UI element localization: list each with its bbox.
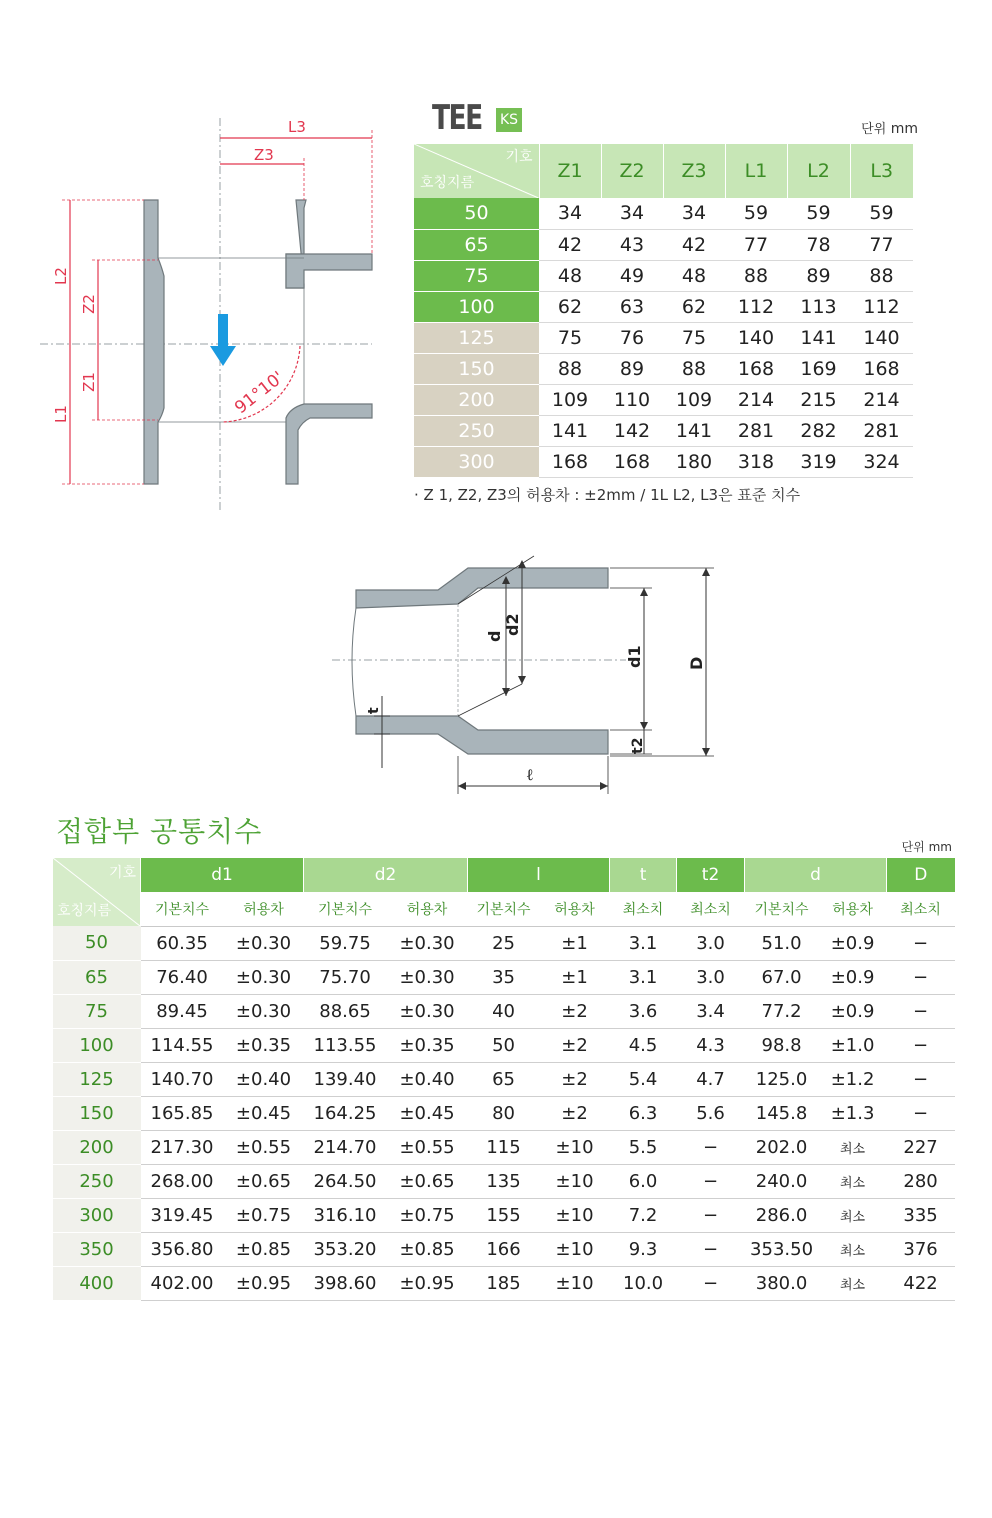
joint-value-cell: ±0.40 [387,1062,468,1096]
joint-group-l: l [468,858,610,892]
tee-value-cell: 215 [787,384,850,415]
tee-size-cell: 150 [414,353,539,384]
joint-value-cell: ±0.75 [387,1198,468,1232]
tee-value-cell: 168 [725,353,787,384]
joint-value-cell: 125.0 [745,1062,819,1096]
joint-value-cell: 최소 [819,1232,887,1266]
joint-value-cell: 최소 [819,1164,887,1198]
tee-value-cell: 141 [539,415,601,446]
joint-value-cell: 140.70 [141,1062,224,1096]
joint-size-cell: 250 [53,1164,141,1198]
tee-size-cell: 75 [414,260,539,291]
joint-value-cell: ±2 [540,994,610,1028]
joint-subheader: 기본치수 [304,892,387,926]
joint-value-cell: 268.00 [141,1164,224,1198]
joint-subheader: 기본치수 [745,892,819,926]
joint-value-cell: 353.20 [304,1232,387,1266]
tee-table-row [414,384,913,415]
tee-value-cell: 109 [539,384,601,415]
joint-value-cell: 6.3 [610,1096,677,1130]
tee-value-cell: 113 [787,291,850,322]
joint-size-cell: 350 [53,1232,141,1266]
joint-value-cell: 113.55 [304,1028,387,1062]
joint-unit [902,838,952,855]
joint-group-header-row [53,858,955,892]
tee-value-cell: 281 [725,415,787,446]
tee-size-cell: 200 [414,384,539,415]
tee-size-cell: 125 [414,322,539,353]
joint-value-cell: 166 [468,1232,540,1266]
joint-value-cell: ±1 [540,926,610,960]
joint-value-cell: − [887,960,955,994]
joint-table-row [53,960,955,994]
tee-col-header: L2 [787,144,850,198]
joint-value-cell: ±0.35 [387,1028,468,1062]
joint-value-cell: ±0.9 [819,960,887,994]
tee-value-cell: 42 [663,229,725,260]
joint-value-cell: ±1.0 [819,1028,887,1062]
joint-table-row [53,1062,955,1096]
joint-value-cell: 67.0 [745,960,819,994]
joint-size-cell: 400 [53,1266,141,1300]
joint-value-cell: 114.55 [141,1028,224,1062]
tee-value-cell: 88 [539,353,601,384]
flow-arrow-shaft [218,314,228,348]
tee-value-cell: 112 [725,291,787,322]
tee-table-row [414,229,913,260]
joint-value-cell: 59.75 [304,926,387,960]
socket-bottom-wall [356,716,608,754]
tee-value-cell: 62 [663,291,725,322]
joint-value-cell: 316.10 [304,1198,387,1232]
joint-value-cell: ±0.9 [819,926,887,960]
tee-value-cell: 77 [725,229,787,260]
tee-value-cell: 59 [725,198,787,229]
joint-value-cell: ±0.30 [387,994,468,1028]
joint-value-cell: 165.85 [141,1096,224,1130]
joint-value-cell: 280 [887,1164,955,1198]
joint-value-cell: 139.40 [304,1062,387,1096]
joint-size-cell: 75 [53,994,141,1028]
tee-value-cell: 49 [601,260,663,291]
joint-value-cell: ±0.65 [387,1164,468,1198]
tee-value-cell: 214 [850,384,913,415]
joint-value-cell: ±0.30 [224,926,304,960]
tee-col-header: L3 [850,144,913,198]
joint-value-cell: 9.3 [610,1232,677,1266]
tee-value-cell: 63 [601,291,663,322]
joint-value-cell: 217.30 [141,1130,224,1164]
joint-value-cell: 286.0 [745,1198,819,1232]
tee-value-cell: 168 [850,353,913,384]
tee-value-cell: 214 [725,384,787,415]
joint-value-cell: 최소 [819,1130,887,1164]
joint-value-cell: − [887,1062,955,1096]
dim-label-z2: Z2 [80,294,98,314]
joint-value-cell: ±0.95 [387,1266,468,1300]
tee-value-cell: 75 [539,322,601,353]
tee-size-cell: 65 [414,229,539,260]
joint-value-cell: − [677,1198,745,1232]
joint-value-cell: 7.2 [610,1198,677,1232]
tee-col-header: Z1 [539,144,601,198]
joint-subheader: 허용차 [540,892,610,926]
tee-value-cell: 76 [601,322,663,353]
joint-value-cell: ±0.85 [387,1232,468,1266]
joint-value-cell: 227 [887,1130,955,1164]
tee-corner-top: 기호 [505,149,533,165]
joint-table-row [53,1198,955,1232]
tee-table-row [414,291,913,322]
joint-corner-top: 기호 [108,865,136,881]
socket-label-t2: t2 [630,737,646,754]
socket-label-d2: d2 [503,613,522,636]
joint-value-cell: ±0.30 [387,960,468,994]
joint-subheader: 기본치수 [468,892,540,926]
joint-value-cell: 356.80 [141,1232,224,1266]
joint-value-cell: 5.4 [610,1062,677,1096]
joint-table-row [53,1164,955,1198]
joint-value-cell: ±0.65 [224,1164,304,1198]
joint-value-cell: 3.4 [677,994,745,1028]
tee-table-row [414,260,913,291]
joint-value-cell: 376 [887,1232,955,1266]
tee-value-cell: 89 [787,260,850,291]
tee-value-cell: 34 [601,198,663,229]
joint-group-t: t [610,858,677,892]
joint-value-cell: ±0.75 [224,1198,304,1232]
joint-table-row [53,926,955,960]
joint-value-cell: 185 [468,1266,540,1300]
tee-tolerance-note: · Z 1, Z2, Z3의 허용차 : ±2mm / 1L L2, L3은 표준 치수 [414,486,801,504]
tee-value-cell: 77 [850,229,913,260]
joint-value-cell: ±0.45 [224,1096,304,1130]
socket-label-D: D [687,656,706,670]
joint-corner-bottom: 호칭지름 [57,903,112,919]
joint-table-row [53,1266,955,1300]
tee-cross-section-drawing [40,118,400,518]
tee-left-wall [144,200,164,484]
joint-value-cell: 75.70 [304,960,387,994]
joint-size-cell: 200 [53,1130,141,1164]
dim-label-l3: L3 [288,118,306,136]
joint-value-cell: ±10 [540,1266,610,1300]
joint-value-cell: − [677,1266,745,1300]
tee-branch-top-wall [286,254,372,288]
joint-value-cell: ±0.55 [224,1130,304,1164]
tee-value-cell: 62 [539,291,601,322]
joint-value-cell: 155 [468,1198,540,1232]
joint-value-cell: 3.1 [610,960,677,994]
joint-value-cell: 5.5 [610,1130,677,1164]
tee-value-cell: 88 [663,353,725,384]
joint-unit-label: 단위 [901,840,925,854]
joint-value-cell: 98.8 [745,1028,819,1062]
tee-value-cell: 110 [601,384,663,415]
tee-corner-header [414,144,539,198]
joint-value-cell: 319.45 [141,1198,224,1232]
joint-value-cell: 35 [468,960,540,994]
tee-value-cell: 78 [787,229,850,260]
joint-value-cell: 3.1 [610,926,677,960]
tee-value-cell: 168 [539,446,601,477]
joint-value-cell: − [887,994,955,1028]
tee-value-cell: 141 [663,415,725,446]
tee-col-header: L1 [725,144,787,198]
tee-value-cell: 140 [725,322,787,353]
joint-value-cell: 3.0 [677,926,745,960]
joint-subheader: 최소치 [610,892,677,926]
joint-value-cell: 60.35 [141,926,224,960]
joint-value-cell: ±0.55 [387,1130,468,1164]
tee-size-cell: 50 [414,198,539,229]
joint-value-cell: 353.50 [745,1232,819,1266]
joint-value-cell: 145.8 [745,1096,819,1130]
joint-value-cell: ±0.30 [224,960,304,994]
tee-value-cell: 59 [787,198,850,229]
joint-value-cell: − [887,926,955,960]
tee-value-cell: 75 [663,322,725,353]
tee-table-row [414,446,913,477]
tee-size-cell: 300 [414,446,539,477]
tee-value-cell: 319 [787,446,850,477]
tee-value-cell: 168 [601,446,663,477]
joint-value-cell: 135 [468,1164,540,1198]
dim-label-l1: L1 [52,405,70,423]
joint-value-cell: 25 [468,926,540,960]
joint-value-cell: − [677,1164,745,1198]
joint-value-cell: ±0.45 [387,1096,468,1130]
socket-joint-drawing [326,548,726,798]
joint-value-cell: ±2 [540,1096,610,1130]
tee-table-row [414,322,913,353]
tee-table-row [414,415,913,446]
flow-arrow-icon [210,346,236,366]
joint-group-D: D [887,858,955,892]
tee-value-cell: 59 [850,198,913,229]
joint-unit-value: mm [928,840,952,854]
joint-value-cell: ±1.2 [819,1062,887,1096]
joint-value-cell: 88.65 [304,994,387,1028]
joint-value-cell: 51.0 [745,926,819,960]
joint-value-cell: 최소 [819,1266,887,1300]
joint-value-cell: ±0.9 [819,994,887,1028]
joint-dimension-table [52,858,955,1301]
joint-value-cell: 398.60 [304,1266,387,1300]
joint-value-cell: 214.70 [304,1130,387,1164]
joint-value-cell: 202.0 [745,1130,819,1164]
socket-top-wall [356,568,608,608]
joint-value-cell: 380.0 [745,1266,819,1300]
tee-title: TEE [432,98,482,138]
joint-value-cell: ±0.40 [224,1062,304,1096]
joint-subheader: 최소치 [887,892,955,926]
joint-value-cell: ±2 [540,1028,610,1062]
socket-label-d1: d1 [625,645,644,668]
joint-group-d: d [745,858,887,892]
tee-size-cell: 250 [414,415,539,446]
joint-value-cell: 최소 [819,1198,887,1232]
angle-label: 91°10' [231,367,288,419]
joint-value-cell: ±0.30 [224,994,304,1028]
tee-value-cell: 42 [539,229,601,260]
tee-value-cell: 43 [601,229,663,260]
tee-value-cell: 34 [663,198,725,229]
joint-table-row [53,1232,955,1266]
tee-col-header: Z2 [601,144,663,198]
joint-table-row [53,1028,955,1062]
tee-value-cell: 48 [663,260,725,291]
joint-value-cell: ±0.85 [224,1232,304,1266]
tee-value-cell: 318 [725,446,787,477]
joint-size-cell: 300 [53,1198,141,1232]
tee-value-cell: 88 [850,260,913,291]
tee-header-row [414,144,913,198]
joint-value-cell: ±10 [540,1130,610,1164]
joint-size-cell: 125 [53,1062,141,1096]
tee-unit-value: mm [890,121,918,137]
joint-value-cell: ±0.30 [387,926,468,960]
tee-table-row [414,198,913,229]
ks-badge: KS [496,108,522,132]
tee-dimension-table [414,144,913,478]
tee-value-cell: 180 [663,446,725,477]
joint-value-cell: 6.0 [610,1164,677,1198]
joint-value-cell: 5.6 [677,1096,745,1130]
joint-value-cell: 76.40 [141,960,224,994]
tee-col-header: Z3 [663,144,725,198]
joint-value-cell: 77.2 [745,994,819,1028]
joint-value-cell: ±10 [540,1232,610,1266]
joint-value-cell: 4.5 [610,1028,677,1062]
joint-value-cell: 115 [468,1130,540,1164]
joint-value-cell: ±0.95 [224,1266,304,1300]
tee-value-cell: 112 [850,291,913,322]
joint-value-cell: 164.25 [304,1096,387,1130]
tee-value-cell: 88 [725,260,787,291]
tee-value-cell: 109 [663,384,725,415]
joint-value-cell: − [677,1130,745,1164]
socket-label-l: ℓ [526,765,534,784]
dim-label-l2: L2 [52,267,70,285]
joint-size-cell: 100 [53,1028,141,1062]
joint-value-cell: ±10 [540,1198,610,1232]
joint-value-cell: 40 [468,994,540,1028]
joint-value-cell: 240.0 [745,1164,819,1198]
dim-label-z1: Z1 [80,372,98,392]
joint-subheader: 기본치수 [141,892,224,926]
joint-corner-header [53,858,141,926]
joint-value-cell: − [887,1028,955,1062]
joint-value-cell: ±10 [540,1164,610,1198]
joint-value-cell: 4.3 [677,1028,745,1062]
joint-value-cell: ±1 [540,960,610,994]
joint-value-cell: 80 [468,1096,540,1130]
joint-table-row [53,1096,955,1130]
tee-unit-label: 단위 [861,122,887,137]
joint-section-title: 접합부 공통치수 [56,815,263,848]
joint-table-row [53,1130,955,1164]
joint-subheader: 허용차 [819,892,887,926]
tee-corner-bottom: 호칭지름 [420,175,475,191]
joint-value-cell: ±0.35 [224,1028,304,1062]
joint-value-cell: 335 [887,1198,955,1232]
joint-subheader: 최소치 [677,892,745,926]
joint-value-cell: 4.7 [677,1062,745,1096]
joint-value-cell: 3.6 [610,994,677,1028]
joint-table-row [53,994,955,1028]
tee-branch-bottom-wall [286,404,372,484]
tee-value-cell: 142 [601,415,663,446]
joint-value-cell: 89.45 [141,994,224,1028]
joint-group-d1: d1 [141,858,304,892]
tee-value-cell: 48 [539,260,601,291]
tee-value-cell: 281 [850,415,913,446]
tee-value-cell: 169 [787,353,850,384]
socket-label-t: t [366,707,382,714]
tee-table-row [414,353,913,384]
joint-value-cell: ±2 [540,1062,610,1096]
socket-label-d: d [485,630,504,642]
joint-subheader-row [53,892,955,926]
joint-value-cell: 3.0 [677,960,745,994]
tee-value-cell: 141 [787,322,850,353]
joint-value-cell: 10.0 [610,1266,677,1300]
joint-size-cell: 50 [53,926,141,960]
joint-value-cell: − [887,1096,955,1130]
joint-group-d2: d2 [304,858,468,892]
joint-value-cell: ±1.3 [819,1096,887,1130]
tee-size-cell: 100 [414,291,539,322]
joint-subheader: 허용차 [224,892,304,926]
joint-size-cell: 65 [53,960,141,994]
joint-value-cell: − [677,1232,745,1266]
tee-value-cell: 282 [787,415,850,446]
joint-value-cell: 402.00 [141,1266,224,1300]
joint-value-cell: 65 [468,1062,540,1096]
joint-value-cell: 422 [887,1266,955,1300]
joint-group-t2: t2 [677,858,745,892]
tee-value-cell: 324 [850,446,913,477]
tee-value-cell: 140 [850,322,913,353]
joint-size-cell: 150 [53,1096,141,1130]
joint-value-cell: 264.50 [304,1164,387,1198]
dim-label-z3: Z3 [254,146,274,164]
tee-value-cell: 34 [539,198,601,229]
joint-value-cell: 50 [468,1028,540,1062]
tee-unit [861,118,918,137]
joint-subheader: 허용차 [387,892,468,926]
tee-value-cell: 89 [601,353,663,384]
